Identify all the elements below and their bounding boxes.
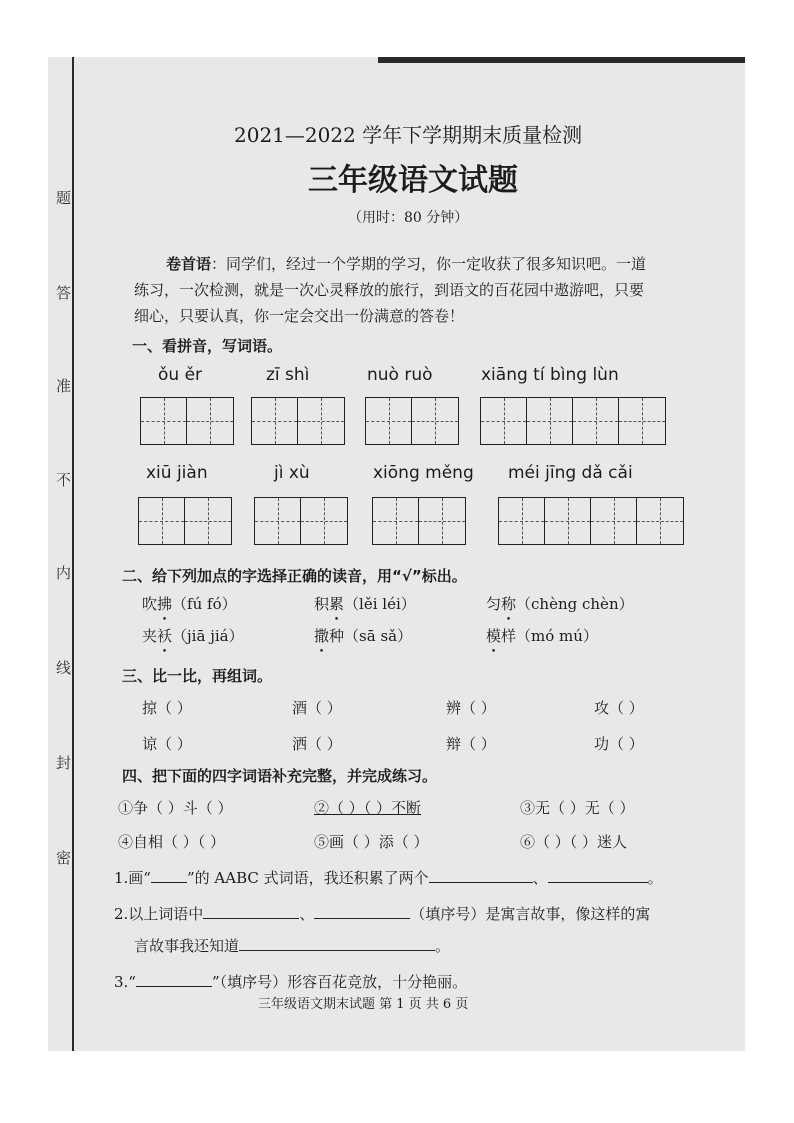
pinyin: xiōng měng	[373, 463, 474, 483]
word-item[interactable]: 辨（ ）	[446, 699, 496, 717]
idiom-item[interactable]: ⑥（ ）（ ）迷人	[520, 833, 628, 851]
dotted-char: 拂	[157, 595, 173, 613]
section2-title: 二、给下列加点的字选择正确的读音，用“√”标出。	[122, 567, 467, 585]
section3-title: 三、比一比，再组词。	[122, 667, 273, 685]
preface-line-1	[166, 251, 646, 277]
word-item[interactable]: 掠（ ）	[142, 699, 192, 717]
reading-item: 积累（lěi léi）	[314, 595, 416, 613]
question-2: 2.以上词语中 、 （填序号）是寓言故事，像这样的寓	[114, 905, 651, 923]
time-limit: （用时：80 分钟）	[348, 210, 469, 226]
answer-blank[interactable]	[239, 936, 435, 951]
preface-label: 卷首语	[166, 255, 212, 273]
answer-blank[interactable]	[314, 904, 410, 919]
question-1: 1.画“ ”的 AABC 式词语，我还积累了两个 、 。	[114, 869, 663, 887]
writing-grid[interactable]	[140, 397, 234, 445]
dotted-char: 称	[501, 595, 517, 613]
word-item[interactable]: 洒（ ）	[292, 735, 342, 753]
preface-text: ：同学们，经过一个学期的学习，你一定收获了很多知识吧。一道	[211, 255, 647, 273]
pinyin: nuò ruò	[367, 365, 433, 385]
pinyin: ǒu ěr	[158, 365, 203, 385]
answer-blank[interactable]	[203, 904, 299, 919]
idiom-item[interactable]: ⑤画（ ）添（ ）	[314, 833, 429, 851]
pinyin-options[interactable]: （lěi léi）	[344, 595, 416, 613]
pinyin: méi jīng dǎ cǎi	[508, 463, 633, 483]
writing-grid[interactable]	[480, 397, 666, 445]
reading-item: 夹袄（jiā jiá）	[142, 627, 244, 645]
margin-char: 答	[56, 284, 72, 302]
exam-title: 2021—2022 学年下学期期末质量检测	[234, 123, 583, 147]
pinyin: zī shì	[266, 365, 310, 385]
dotted-char: 袄	[157, 627, 173, 645]
reading-item: 模样（mó mú）	[486, 627, 598, 645]
pinyin-options[interactable]: （sā sǎ）	[344, 627, 413, 645]
margin-char: 准	[56, 377, 72, 395]
answer-blank[interactable]	[429, 868, 533, 883]
reading-item: 匀称（chèng chèn）	[486, 595, 634, 613]
word-item[interactable]: 功（ ）	[594, 735, 644, 753]
reading-item: 撒种（sā sǎ）	[314, 627, 413, 645]
margin-char: 内	[56, 564, 72, 582]
section4-title: 四、把下面的四字词语补充完整，并完成练习。	[122, 767, 438, 785]
word-item[interactable]: 酒（ ）	[292, 699, 342, 717]
question-2-cont: 言故事我还知道 。	[134, 937, 451, 955]
page-footer: 三年级语文期末试题 第 1 页 共 6 页	[258, 997, 469, 1012]
idiom-item[interactable]: ④自相（ ）（ ）	[118, 833, 226, 851]
dotted-char: 模	[486, 627, 502, 645]
preface-line-3: 细心，只要认真，你一定会交出一份满意的答卷！	[134, 307, 465, 325]
writing-grid[interactable]	[251, 397, 345, 445]
preface-line-2: 练习，一次检测，就是一次心灵释放的旅行，到语文的百花园中遨游吧，只要	[134, 281, 645, 299]
margin-char: 题	[56, 189, 72, 207]
answer-blank[interactable]	[151, 868, 187, 883]
binding-line	[72, 57, 74, 1051]
idiom-item[interactable]: ②（ ）（ ）不断	[314, 799, 422, 817]
word-item[interactable]: 谅（ ）	[142, 735, 192, 753]
pinyin: jì xù	[274, 463, 310, 483]
answer-blank[interactable]	[136, 972, 212, 987]
top-band	[378, 57, 745, 63]
pinyin-options[interactable]: （mó mú）	[516, 627, 598, 645]
dotted-char: 撒	[314, 627, 330, 645]
margin-char: 密	[56, 849, 72, 867]
pinyin-options[interactable]: （jiā jiá）	[172, 627, 244, 645]
pinyin-options[interactable]: （fú fó）	[172, 595, 237, 613]
dotted-char: 累	[329, 595, 345, 613]
idiom-item[interactable]: ①争（ ）斗（ ）	[118, 799, 233, 817]
writing-grid[interactable]	[254, 497, 348, 545]
pinyin: xiāng tí bìng lùn	[481, 365, 619, 385]
reading-item: 吹拂（fú fó）	[142, 595, 237, 613]
idiom-item[interactable]: ③无（ ）无（ ）	[520, 799, 635, 817]
writing-grid[interactable]	[365, 397, 459, 445]
subject-title: 三年级语文试题	[308, 163, 518, 198]
writing-grid[interactable]	[498, 497, 684, 545]
question-3: 3.“ ”（填序号）形容百花竞放，十分艳丽。	[114, 973, 468, 991]
writing-grid[interactable]	[372, 497, 466, 545]
pinyin: xiū jiàn	[146, 463, 208, 483]
margin-char: 不	[56, 471, 72, 489]
section1-title: 一、看拼音，写词语。	[132, 337, 283, 355]
pinyin-options[interactable]: （chèng chèn）	[516, 595, 634, 613]
margin-char: 封	[56, 754, 72, 772]
writing-grid[interactable]	[138, 497, 232, 545]
exam-paper	[48, 57, 745, 1051]
margin-char: 线	[56, 659, 72, 677]
answer-blank[interactable]	[548, 868, 648, 883]
word-item[interactable]: 辩（ ）	[446, 735, 496, 753]
word-item[interactable]: 攻（ ）	[594, 699, 644, 717]
